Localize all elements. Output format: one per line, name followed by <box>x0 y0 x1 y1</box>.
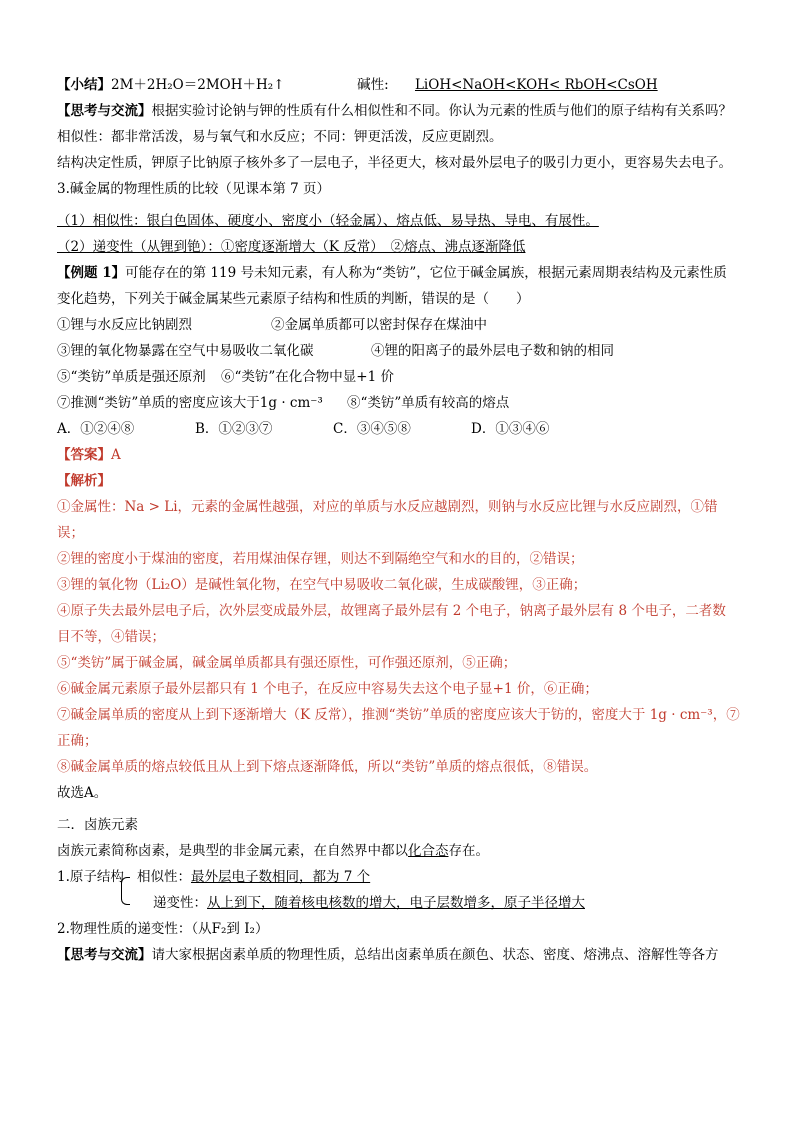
section3-title: 3.碱金属的物理性质的比较（见课本第 7 页） <box>57 181 331 197</box>
think-text-1: 根据实验讨论钠与钾的性质有什么相似性和不同。你认为元素的性质与他们的原子结构有关系吗？ <box>151 103 732 119</box>
analysis-1b: 误； <box>57 525 84 541</box>
statement-row-3 <box>57 364 747 390</box>
think-label-2: 【思考与交流】 <box>57 947 152 963</box>
atomic-sim-label: 相似性： <box>137 869 191 885</box>
atomic-similarity-line <box>57 864 747 890</box>
atomic-gradient-line <box>57 890 747 916</box>
similarity-line: 相似性：都非常活泼，易与氧气和水反应；不同：钾更活泼，反应更剧烈。 <box>57 129 503 145</box>
analysis-2: ②锂的密度小于煤油的密度，若用煤油保存锂，则达不到隔绝空气和水的目的，②错误； <box>57 551 584 567</box>
atomic-structure-block <box>57 864 747 916</box>
brace-shape <box>121 877 130 905</box>
statement-5: ⑤“类钫”单质是强还原剂 <box>57 369 206 385</box>
statement-row-2 <box>57 338 747 364</box>
basicity-label: 碱性: <box>357 77 389 93</box>
statement-7: ⑦推测“类钫”单质的密度应该大于1g · cm⁻³ <box>57 395 323 411</box>
think-line-2 <box>57 942 747 968</box>
analysis-4b: 目不等，④错误； <box>57 629 165 645</box>
atomic-grad-label: 递变性： <box>153 895 207 911</box>
statement-2: ②金属单质都可以密封保存在煤油中 <box>271 317 487 333</box>
options-row <box>57 416 747 442</box>
summary-label: 【小结】 <box>57 77 111 93</box>
example-text-1: 可能存在的第 119 号未知元素，有人称为“类钫”，它位于碱金属族，根据元素周期表结构及元素性质 <box>125 265 727 281</box>
answer-value: A <box>111 447 121 463</box>
think-text-2: 请大家根据卤素单质的物理性质，总结出卤素单质在颜色、状态、密度、熔沸点、溶解性等各方 <box>151 947 719 963</box>
example-label: 【例题 1】 <box>57 265 126 281</box>
halogen-intro <box>57 838 747 864</box>
statement-3: ③锂的氧化物暴露在空气中易吸收二氧化碳 <box>57 343 314 359</box>
halogen-intro-a: 卤族元素简称卤素，是典型的非金属元素，在自然界中都以 <box>57 843 408 859</box>
statement-6: ⑥“类钫”在化合物中显+1 价 <box>221 369 394 385</box>
phys-gradient: （2）递变性（从锂到铯）：①密度逐渐增大（K 反常） ②熔点、沸点逐渐降低 <box>57 239 526 255</box>
phys-grad-title: 2.物理性质的递变性：（从F₂到 I₂） <box>57 921 269 937</box>
document-page <box>57 72 747 968</box>
analysis-8: ⑧碱金属单质的熔点较低且从上到下熔点逐渐降低，所以“类钫”单质的熔点很低，⑧错误。 <box>57 759 598 775</box>
think-line-1 <box>57 98 747 124</box>
analysis-7a: ⑦碱金属单质的密度从上到下逐渐增大（K 反常），推测“类钫”单质的密度应该大于钫的，密度大于 1g · cm⁻³，⑦ <box>57 707 740 723</box>
analysis-3: ③锂的氧化物（Li₂O）是碱性氧化物，在空气中易吸收二氧化碳，生成碳酸锂，③正确； <box>57 577 587 593</box>
analysis-7b: 正确； <box>57 733 98 749</box>
example-line-1 <box>57 260 747 286</box>
halogen-intro-underlined: 化合态 <box>408 843 449 859</box>
statement-row-1 <box>57 312 747 338</box>
option-b: B．①②③⑦ <box>195 421 273 437</box>
atomic-title: 1.原子结构 <box>57 869 124 885</box>
summary-equation: 2M＋2H₂O＝2MOH＋H₂↑ <box>111 77 285 93</box>
analysis-label: 【解析】 <box>57 473 111 489</box>
atomic-grad-value: 从上到下，随着核电核数的增大，电子层数增多，原子半径增大 <box>207 895 585 911</box>
analysis-6: ⑥碱金属元素原子最外层都只有 1 个电子，在反应中容易失去这个电子显+1 价，⑥正确； <box>57 681 598 697</box>
analysis-4a: ④原子失去最外层电子后，次外层变成最外层，故锂离子最外层有 2 个电子，钠离子最外层有 8 个电子，二者数 <box>57 603 726 619</box>
think-label-1: 【思考与交流】 <box>57 103 152 119</box>
statement-4: ④锂的阳离子的最外层电子数和钠的相同 <box>371 343 614 359</box>
structure-line: 结构决定性质，钾原子比钠原子核外多了一层电子，半径更大，核对最外层电子的吸引力更小，更容易失去电子。 <box>57 155 732 171</box>
answer-label: 【答案】 <box>57 447 111 463</box>
option-a: A．①②④⑧ <box>57 421 135 437</box>
basicity-value: LiOH<NaOH<KOH< RbOH<CsOH <box>414 77 658 93</box>
statement-8: ⑧“类钫”单质有较高的熔点 <box>347 395 510 411</box>
option-c: C．③④⑤⑧ <box>333 421 411 437</box>
option-d: D．①③④⑥ <box>471 421 550 437</box>
analysis-conclusion: 故选A。 <box>57 785 108 801</box>
phys-similarity: （1）相似性：银白色固体、硬度小、密度小（轻金属）、熔点低、易导热、导电、有展性。 <box>57 213 599 229</box>
analysis-1a: ①金属性：Na > Li，元素的金属性越强，对应的单质与水反应越剧烈，则钠与水反应比锂与水反应剧烈，①错 <box>57 499 718 515</box>
summary-line <box>57 72 747 98</box>
answer-line <box>57 442 747 468</box>
halogen-intro-b: 存在。 <box>448 843 489 859</box>
example-text-2: 变化趋势，下列关于碱金属某些元素原子结构和性质的判断，错误的是（ ） <box>57 291 530 307</box>
analysis-5: ⑤“类钫”属于碱金属，碱金属单质都具有强还原性，可作强还原剂，⑤正确； <box>57 655 517 671</box>
statement-row-4 <box>57 390 747 416</box>
section2-title: 二．卤族元素 <box>57 817 138 833</box>
statement-1: ①锂与水反应比钠剧烈 <box>57 317 192 333</box>
atomic-sim-value: 最外层电子数相同，都为 7 个 <box>191 869 371 885</box>
